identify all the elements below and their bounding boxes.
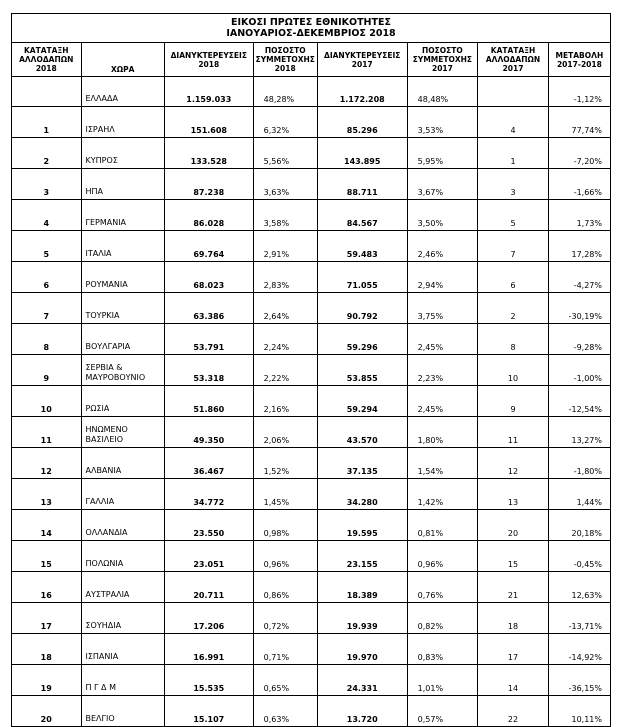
country-cell: ΤΟΥΡΚΙΑ: [81, 293, 164, 324]
share-2018-cell: 1,52%: [253, 448, 317, 479]
share-2017-cell: 3,75%: [407, 293, 478, 324]
change-cell: 1,73%: [548, 200, 610, 231]
rank-cell: 18: [12, 634, 82, 665]
stays-2018-cell: 20.711: [164, 572, 253, 603]
country-cell: ΠΟΛΩΝΙΑ: [81, 541, 164, 572]
title-line-2: ΙΑΝΟΥΑΡΙΟΣ-ΔΕΚΕΜΒΡΙΟΣ 2018: [226, 28, 396, 39]
table-row: [12, 665, 611, 696]
share-2018-cell: 48,28%: [253, 77, 317, 107]
stays-2018-cell: 69.764: [164, 231, 253, 262]
change-cell: 77,74%: [548, 107, 610, 138]
header-share-2018: ΠΟΣΟΣΤΟ ΣΥΜΜΕΤΟΧΗΣ 2018: [253, 43, 317, 77]
rank-2017-cell: 4: [478, 107, 549, 138]
stays-2017-cell: 59.294: [317, 386, 407, 417]
table-row: [12, 572, 611, 603]
stays-2018-cell: 1.159.033: [164, 77, 253, 107]
table-title-row: [12, 14, 611, 43]
country-cell: ΚΥΠΡΟΣ: [81, 138, 164, 169]
rank-2017-cell: 12: [478, 448, 549, 479]
stays-2017-cell: 19.595: [317, 510, 407, 541]
change-cell: -7,20%: [548, 138, 610, 169]
share-2017-cell: 0,81%: [407, 510, 478, 541]
table-row: [12, 77, 611, 107]
rank-cell: 12: [12, 448, 82, 479]
share-2018-cell: 2,06%: [253, 417, 317, 448]
table-row: [12, 510, 611, 541]
rank-cell: 5: [12, 231, 82, 262]
country-cell: ΙΤΑΛΙΑ: [81, 231, 164, 262]
change-cell: -0,45%: [548, 541, 610, 572]
share-2018-cell: 0,71%: [253, 634, 317, 665]
table-row: [12, 541, 611, 572]
stays-2017-cell: 13.720: [317, 696, 407, 727]
rank-2017-cell: 15: [478, 541, 549, 572]
rank-cell: 6: [12, 262, 82, 293]
rank-2017-cell: 7: [478, 231, 549, 262]
stays-2018-cell: 17.206: [164, 603, 253, 634]
change-cell: 12,63%: [548, 572, 610, 603]
stays-2017-cell: 18.389: [317, 572, 407, 603]
stays-2017-cell: 34.280: [317, 479, 407, 510]
header-rank-2018: ΚΑΤΑΤΑΞΗ ΑΛΛΟΔΑΠΩΝ 2018: [12, 43, 82, 77]
rank-cell: 14: [12, 510, 82, 541]
change-cell: 13,27%: [548, 417, 610, 448]
share-2018-cell: 0,96%: [253, 541, 317, 572]
stays-2018-cell: 49.350: [164, 417, 253, 448]
country-cell: ΙΣΡΑΗΛ: [81, 107, 164, 138]
country-cell: ΣΟΥΗΔΙΑ: [81, 603, 164, 634]
rank-2017-cell: 9: [478, 386, 549, 417]
nationalities-table: [11, 13, 611, 727]
country-cell: Π Γ Δ Μ: [81, 665, 164, 696]
share-2018-cell: 6,32%: [253, 107, 317, 138]
stays-2018-cell: 23.550: [164, 510, 253, 541]
rank-cell: 7: [12, 293, 82, 324]
table-row: [12, 479, 611, 510]
rank-2017-cell: [478, 77, 549, 107]
stays-2018-cell: 51.860: [164, 386, 253, 417]
country-cell: ΗΠΑ: [81, 169, 164, 200]
rank-cell: 17: [12, 603, 82, 634]
table-row: [12, 231, 611, 262]
stays-2018-cell: 16.991: [164, 634, 253, 665]
share-2018-cell: 0,72%: [253, 603, 317, 634]
country-cell: ΑΛΒΑΝΙΑ: [81, 448, 164, 479]
country-cell: ΡΟΥΜΑΝΙΑ: [81, 262, 164, 293]
table-row: [12, 293, 611, 324]
header-row: [12, 43, 611, 77]
country-cell: ΗΝΩΜΕΝΟ ΒΑΣΙΛΕΙΟ: [81, 417, 164, 448]
rank-2017-cell: 13: [478, 479, 549, 510]
change-cell: -1,12%: [548, 77, 610, 107]
rank-2017-cell: 6: [478, 262, 549, 293]
share-2017-cell: 2,94%: [407, 262, 478, 293]
stays-2018-cell: 36.467: [164, 448, 253, 479]
change-cell: -4,27%: [548, 262, 610, 293]
share-2018-cell: 5,56%: [253, 138, 317, 169]
change-cell: 10,11%: [548, 696, 610, 727]
rank-2017-cell: 1: [478, 138, 549, 169]
rank-2017-cell: 3: [478, 169, 549, 200]
stays-2017-cell: 53.855: [317, 355, 407, 386]
country-cell: ΕΛΛΑΔΑ: [81, 77, 164, 107]
share-2017-cell: 1,54%: [407, 448, 478, 479]
stays-2017-cell: 143.895: [317, 138, 407, 169]
title-line-1: ΕΙΚΟΣΙ ΠΡΩΤΕΣ ΕΘΝΙΚΟΤΗΤΕΣ: [231, 17, 391, 28]
table-row: [12, 138, 611, 169]
stays-2018-cell: 53.791: [164, 324, 253, 355]
change-cell: -9,28%: [548, 324, 610, 355]
stays-2017-cell: 19.970: [317, 634, 407, 665]
change-cell: 17,28%: [548, 231, 610, 262]
stays-2017-cell: 90.792: [317, 293, 407, 324]
rank-cell: 10: [12, 386, 82, 417]
table-row: [12, 324, 611, 355]
share-2017-cell: 1,80%: [407, 417, 478, 448]
stays-2018-cell: 68.023: [164, 262, 253, 293]
rank-cell: 15: [12, 541, 82, 572]
share-2017-cell: 2,45%: [407, 386, 478, 417]
share-2017-cell: 3,50%: [407, 200, 478, 231]
share-2017-cell: 0,76%: [407, 572, 478, 603]
share-2017-cell: 2,46%: [407, 231, 478, 262]
country-cell: ΟΛΛΑΝΔΙΑ: [81, 510, 164, 541]
table-row: [12, 634, 611, 665]
share-2018-cell: 0,65%: [253, 665, 317, 696]
change-cell: -14,92%: [548, 634, 610, 665]
rank-2017-cell: 17: [478, 634, 549, 665]
rank-2017-cell: 21: [478, 572, 549, 603]
country-cell: ΒΟΥΛΓΑΡΙΑ: [81, 324, 164, 355]
stays-2017-cell: 85.296: [317, 107, 407, 138]
table-row: [12, 448, 611, 479]
share-2017-cell: 0,83%: [407, 634, 478, 665]
stays-2018-cell: 15.107: [164, 696, 253, 727]
share-2017-cell: 0,96%: [407, 541, 478, 572]
rank-cell: 8: [12, 324, 82, 355]
stays-2017-cell: 37.135: [317, 448, 407, 479]
table-title: [12, 14, 611, 43]
country-cell: ΓΕΡΜΑΝΙΑ: [81, 200, 164, 231]
share-2018-cell: 1,45%: [253, 479, 317, 510]
change-cell: 20,18%: [548, 510, 610, 541]
rank-cell: 19: [12, 665, 82, 696]
table-row: [12, 386, 611, 417]
table-row: [12, 262, 611, 293]
share-2018-cell: 2,24%: [253, 324, 317, 355]
share-2018-cell: 0,86%: [253, 572, 317, 603]
rank-cell: 11: [12, 417, 82, 448]
rank-2017-cell: 5: [478, 200, 549, 231]
share-2017-cell: 2,23%: [407, 355, 478, 386]
change-cell: 1,44%: [548, 479, 610, 510]
share-2017-cell: 0,82%: [407, 603, 478, 634]
share-2017-cell: 1,01%: [407, 665, 478, 696]
stays-2017-cell: 71.055: [317, 262, 407, 293]
stays-2017-cell: 59.483: [317, 231, 407, 262]
stays-2018-cell: 23.051: [164, 541, 253, 572]
rank-cell: 16: [12, 572, 82, 603]
share-2018-cell: 2,83%: [253, 262, 317, 293]
table-row: [12, 355, 611, 386]
country-cell: ΓΑΛΛΙΑ: [81, 479, 164, 510]
change-cell: -1,80%: [548, 448, 610, 479]
rank-cell: 1: [12, 107, 82, 138]
share-2017-cell: 3,53%: [407, 107, 478, 138]
change-cell: -30,19%: [548, 293, 610, 324]
share-2017-cell: 3,67%: [407, 169, 478, 200]
stays-2018-cell: 63.386: [164, 293, 253, 324]
table-row: [12, 169, 611, 200]
rank-2017-cell: 22: [478, 696, 549, 727]
stays-2017-cell: 24.331: [317, 665, 407, 696]
header-rank-2017: ΚΑΤΑΤΑΞΗ ΑΛΛΟΔΑΠΩΝ 2017: [478, 43, 549, 77]
change-cell: -1,66%: [548, 169, 610, 200]
header-stays-2018: ΔΙΑΝΥΚΤΕΡΕΥΣΕΙΣ 2018: [164, 43, 253, 77]
stays-2017-cell: 59.296: [317, 324, 407, 355]
stays-2017-cell: 19.939: [317, 603, 407, 634]
rank-2017-cell: 18: [478, 603, 549, 634]
rank-cell: 20: [12, 696, 82, 727]
share-2017-cell: 5,95%: [407, 138, 478, 169]
change-cell: -1,00%: [548, 355, 610, 386]
share-2018-cell: 3,63%: [253, 169, 317, 200]
rank-cell: 3: [12, 169, 82, 200]
rank-cell: 13: [12, 479, 82, 510]
header-stays-2017: ΔΙΑΝΥΚΤΕΡΕΥΣΕΙΣ 2017: [317, 43, 407, 77]
change-cell: -12,54%: [548, 386, 610, 417]
table-row: [12, 603, 611, 634]
stays-2018-cell: 53.318: [164, 355, 253, 386]
table-row: [12, 200, 611, 231]
rank-cell: [12, 77, 82, 107]
share-2017-cell: 48,48%: [407, 77, 478, 107]
header-country: ΧΩΡΑ: [81, 43, 164, 77]
rank-2017-cell: 2: [478, 293, 549, 324]
table-row: [12, 696, 611, 727]
rank-cell: 4: [12, 200, 82, 231]
stays-2018-cell: 86.028: [164, 200, 253, 231]
stays-2017-cell: 84.567: [317, 200, 407, 231]
stays-2017-cell: 23.155: [317, 541, 407, 572]
change-cell: -36,15%: [548, 665, 610, 696]
share-2018-cell: 2,22%: [253, 355, 317, 386]
stays-2018-cell: 133.528: [164, 138, 253, 169]
stays-2018-cell: 87.238: [164, 169, 253, 200]
stays-2017-cell: 43.570: [317, 417, 407, 448]
rank-2017-cell: 10: [478, 355, 549, 386]
header-share-2017: ΠΟΣΟΣΤΟ ΣΥΜΜΕΤΟΧΗΣ 2017: [407, 43, 478, 77]
rank-cell: 9: [12, 355, 82, 386]
country-cell: ΑΥΣΤΡΑΛΙΑ: [81, 572, 164, 603]
share-2018-cell: 0,63%: [253, 696, 317, 727]
country-cell: ΣΕΡΒΙΑ & ΜΑΥΡΟΒΟΥΝΙΟ: [81, 355, 164, 386]
share-2017-cell: 0,57%: [407, 696, 478, 727]
share-2017-cell: 2,45%: [407, 324, 478, 355]
share-2018-cell: 3,58%: [253, 200, 317, 231]
stays-2018-cell: 34.772: [164, 479, 253, 510]
share-2018-cell: 2,91%: [253, 231, 317, 262]
stays-2017-cell: 88.711: [317, 169, 407, 200]
rank-2017-cell: 11: [478, 417, 549, 448]
rank-2017-cell: 20: [478, 510, 549, 541]
change-cell: -13,71%: [548, 603, 610, 634]
rank-cell: 2: [12, 138, 82, 169]
country-cell: ΡΩΣΙΑ: [81, 386, 164, 417]
country-cell: ΒΕΛΓΙΟ: [81, 696, 164, 727]
country-cell: ΙΣΠΑΝΙΑ: [81, 634, 164, 665]
header-change: ΜΕΤΑΒΟΛΗ 2017-2018: [548, 43, 610, 77]
share-2017-cell: 1,42%: [407, 479, 478, 510]
share-2018-cell: 2,16%: [253, 386, 317, 417]
stays-2018-cell: 151.608: [164, 107, 253, 138]
rank-2017-cell: 8: [478, 324, 549, 355]
rank-2017-cell: 14: [478, 665, 549, 696]
table-row: [12, 417, 611, 448]
stays-2017-cell: 1.172.208: [317, 77, 407, 107]
stays-2018-cell: 15.535: [164, 665, 253, 696]
share-2018-cell: 2,64%: [253, 293, 317, 324]
share-2018-cell: 0,98%: [253, 510, 317, 541]
table-row: [12, 107, 611, 138]
